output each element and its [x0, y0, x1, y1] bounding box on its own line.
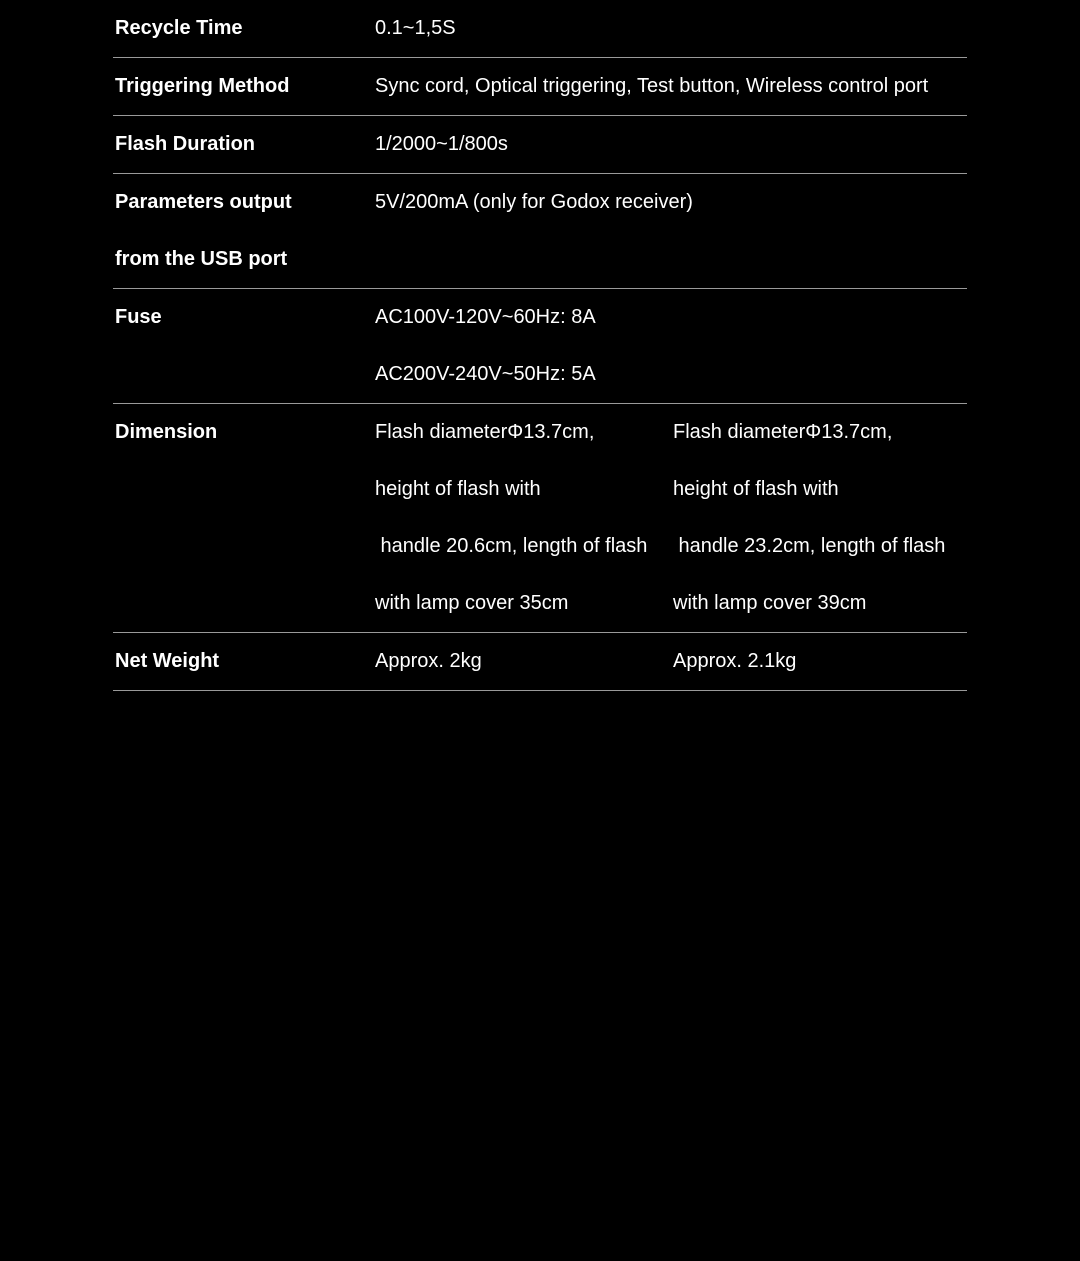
spec-label-line: Parameters output — [115, 191, 292, 213]
spec-value-line: 1/2000~1/800s — [375, 133, 508, 155]
spec-value-1 — [375, 174, 693, 288]
spec-value-line: AC200V-240V~50Hz: 5A — [375, 363, 596, 385]
spec-label — [113, 289, 375, 403]
spec-row-triggering-method — [113, 58, 967, 116]
spec-row-parameters-output-from-the-usb-port — [113, 174, 967, 289]
spec-value-1 — [375, 404, 673, 632]
spec-value-line: 0.1~1,5S — [375, 17, 456, 39]
spec-label — [113, 58, 375, 115]
spec-label — [113, 174, 375, 288]
spec-value-line: handle 23.2cm, length of flash — [673, 535, 946, 557]
spec-row-fuse — [113, 289, 967, 404]
spec-label-line: Net Weight — [115, 650, 220, 672]
spec-label-line: Dimension — [115, 421, 218, 443]
spec-value-line: handle 20.6cm, length of flash — [375, 535, 648, 557]
spec-label-line: Fuse — [115, 306, 162, 328]
spec-value-line: AC100V-120V~60Hz: 8A — [375, 306, 596, 328]
spec-value-line: Flash diameterΦ13.7cm, — [375, 421, 595, 443]
spec-row-flash-duration — [113, 116, 967, 174]
spec-label — [113, 116, 375, 173]
spec-label-line: Flash Duration — [115, 133, 256, 155]
spec-value-line: Approx. 2kg — [375, 650, 482, 672]
spec-value-1 — [375, 116, 508, 173]
spec-label — [113, 0, 375, 57]
spec-value-2 — [673, 633, 796, 690]
spec-value-line: height of flash with — [375, 478, 541, 500]
spec-value-line: Flash diameterΦ13.7cm, — [673, 421, 893, 443]
spec-row-net-weight — [113, 633, 967, 691]
spec-value-line: 5V/200mA (only for Godox receiver) — [375, 191, 693, 213]
spec-value-line: with lamp cover 35cm — [375, 592, 569, 614]
spec-value-1 — [375, 289, 596, 403]
spec-label-line: Triggering Method — [115, 75, 290, 97]
spec-label-line: Recycle Time — [115, 17, 243, 39]
spec-label — [113, 633, 375, 690]
spec-label-line: from the USB port — [115, 248, 288, 270]
spec-label — [113, 404, 375, 632]
spec-row-recycle-time — [113, 0, 967, 58]
spec-value-line: with lamp cover 39cm — [673, 592, 867, 614]
spec-value-line: Sync cord, Optical triggering, Test button, Wireless control port — [375, 75, 929, 97]
spec-row-dimension — [113, 404, 967, 633]
spec-value-line: height of flash with — [673, 478, 839, 500]
spec-value-1 — [375, 0, 456, 57]
specifications-table — [113, 0, 967, 691]
spec-value-line: Approx. 2.1kg — [673, 650, 797, 672]
spec-value-1 — [375, 633, 673, 690]
spec-value-1 — [375, 58, 928, 115]
spec-value-2 — [673, 404, 945, 632]
